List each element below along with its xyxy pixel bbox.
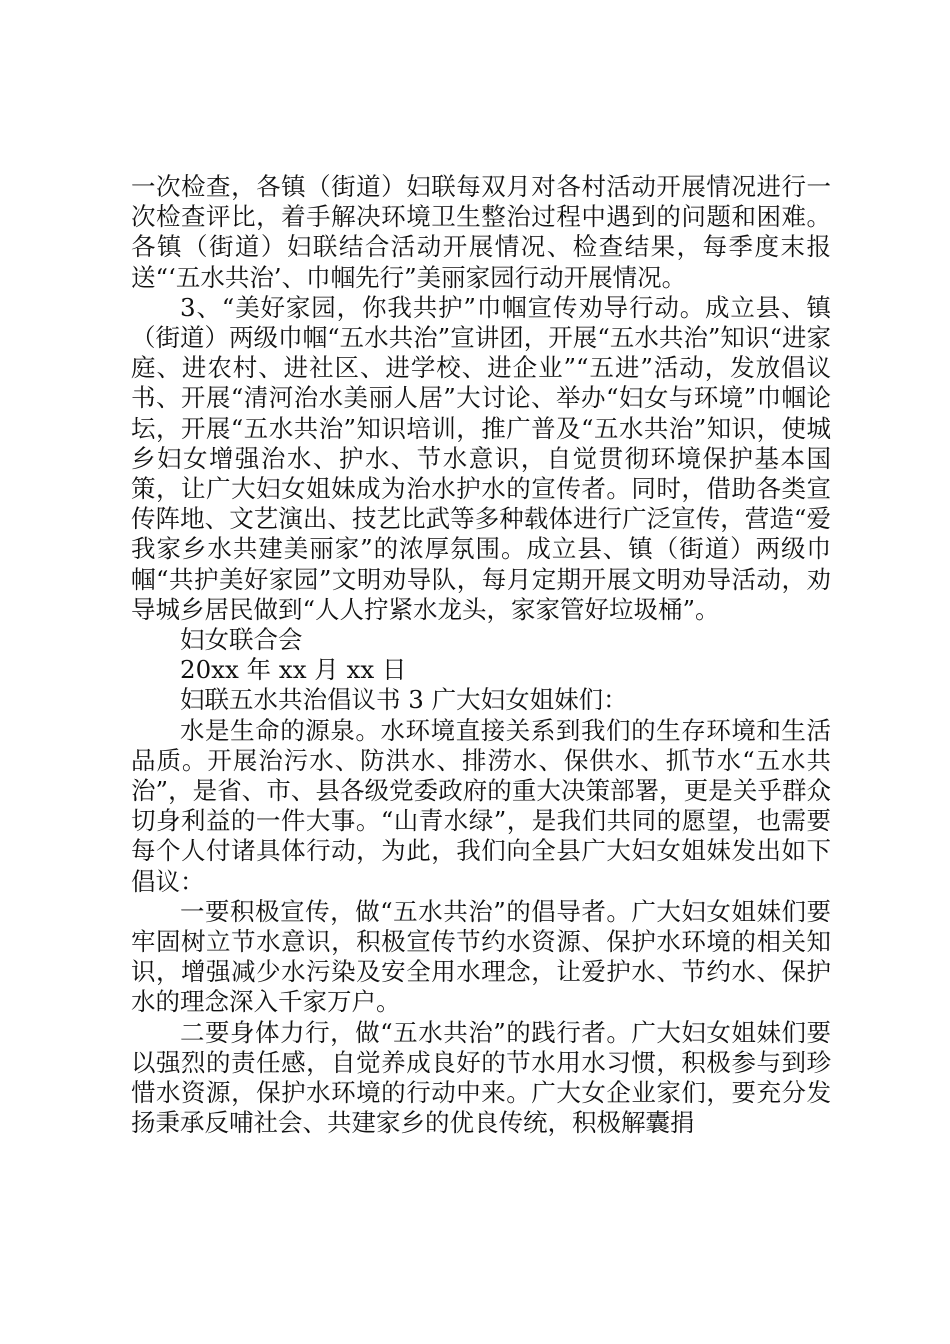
body-paragraph-advocate: 一要积极宣传，做“五水共治”的倡导者。广大妇女姐妹们要牢固树立节水意识，积极宣传节约水资源、保护水环境的相关知识，增强减少水污染及安全用水理念，让爱护水、节约水、保护水的理念深入千家万户。 <box>131 896 831 1017</box>
proposal-heading: 妇联五水共治倡议书 3 广大妇女姐妹们： <box>180 685 628 715</box>
body-paragraph-propaganda-action: 3、“美好家园，你我共护”巾帼宣传劝导行动。成立县、镇（街道）两级巾帼“五水共治”宣讲团，开展“五水共治”知识“进家庭、进农村、进社区、进学校、进企业”“五进”活动，发放倡议书、开展“清河治水美丽人居”大讨论、举办“妇女与环境”巾帼论坛，开展“五水共治”知识培训，推广普及“五水共治”知识，使城乡妇女增强治水、护水、节水意识，自觉贯彻环境保护基本国策，让广大妇女姐妹成为治水护水的宣传者。同时，借助各类宣传阵地、文艺演出、技艺比武等多种载体进行广泛宣传，营造“爱我家乡水共建美丽家”的浓厚氛围。成立县、镇（街道）两级巾帼“共护美好家园”文明劝导队，每月定期开展文明劝导活动，劝导城乡居民做到“人人拧紧水龙头，家家管好垃圾桶”。 <box>131 292 831 624</box>
signature-organization: 妇女联合会 <box>180 625 303 655</box>
body-paragraph-introduction: 水是生命的源泉。水环境直接关系到我们的生存环境和生活品质。开展治污水、防洪水、排涝水、保供水、抓节水“五水共治”，是省、市、县各级党委政府的重大决策部署，更是关乎群众切身利益的一件大事。“山青水绿”，是我们共同的愿望，也需要每个人付诸具体行动，为此，我们向全县广大妇女姐妹发出如下倡议： <box>131 715 831 896</box>
document-page <box>131 172 831 1139</box>
body-paragraph-practitioner: 二要身体力行，做“五水共治”的践行者。广大妇女姐妹们要以强烈的责任感，自觉养成良好的节水用水习惯，积极参与到珍惜水资源，保护水环境的行动中来。广大女企业家们，要充分发扬秉承反哺社会、共建家乡的优良传统，积极解囊捐 <box>131 1017 831 1138</box>
signature-date: 20xx 年 xx 月 xx 日 <box>180 655 407 685</box>
body-paragraph-continued: 一次检查，各镇（街道）妇联每双月对各村活动开展情况进行一次检查评比，着手解决环境卫生整治过程中遇到的问题和困难。各镇（街道）妇联结合活动开展情况、检查结果，每季度末报送“‘五水共治’、巾帼先行”美丽家园行动开展情况。 <box>131 172 831 292</box>
